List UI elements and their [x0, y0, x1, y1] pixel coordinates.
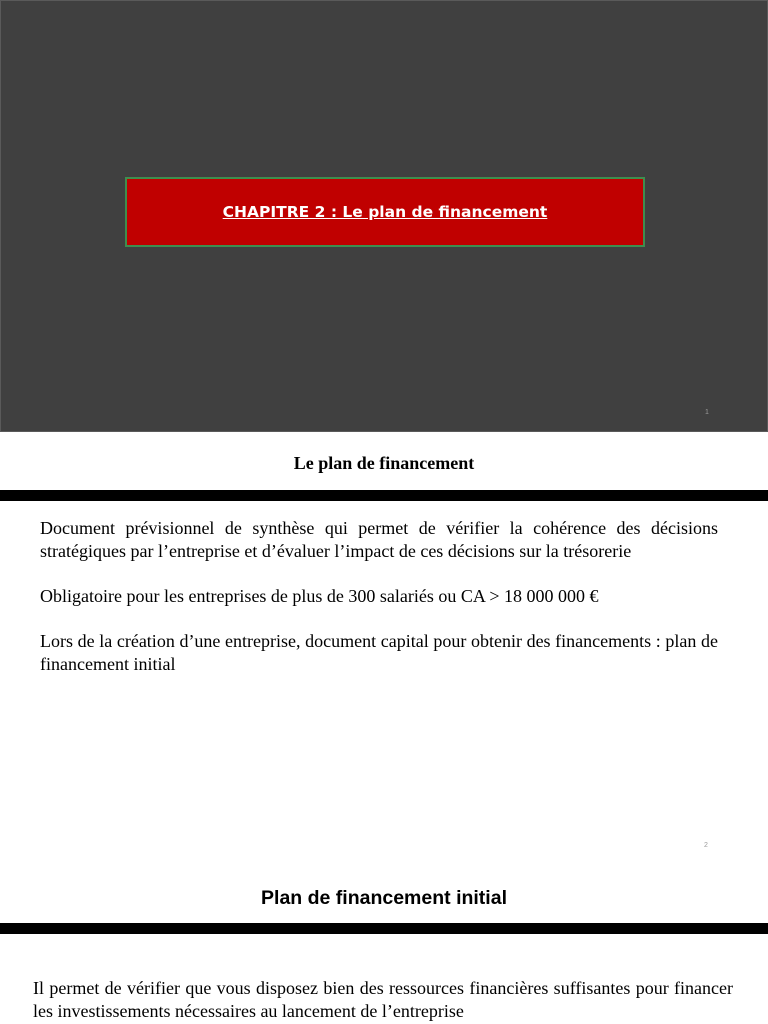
slide-1-page-number: 1 [705, 409, 709, 416]
slide-1 [0, 0, 768, 432]
slide-3-title-bar [0, 923, 768, 934]
chapter-title-box [125, 177, 645, 247]
slide-3-paragraph: Il permet de vérifier que vous disposez bien des ressources financières suffisantes pour financer les investissements nécessaires au lancement de l’entreprise [33, 978, 733, 1021]
slide-2-title: Le plan de financement [293, 453, 475, 473]
slide-2-paragraph-3: Lors de la création d’une entreprise, document capital pour obtenir des financements : plan de financement initial [40, 631, 718, 674]
slide-2-paragraph-2: Obligatoire pour les entreprises de plus de 300 salariés ou CA > 18 000 000 € [40, 586, 599, 606]
slide-2-paragraph-1: Document prévisionnel de synthèse qui permet de vérifier la cohérence des décisions stratégiques par l’entreprise et d’évaluer l’impact de ces décisions sur la trésorerie [40, 518, 718, 561]
slide-2-body [40, 517, 718, 698]
chapter-title: CHAPITRE 2 : Le plan de financement [222, 203, 548, 221]
slide-3-body [33, 977, 733, 1023]
slide-2 [0, 433, 768, 865]
slide-3-title: Plan de financement initial [261, 887, 507, 909]
slide-3 [0, 866, 768, 1024]
slide-2-page-number: 2 [704, 842, 708, 849]
slide-2-title-bar [0, 490, 768, 501]
